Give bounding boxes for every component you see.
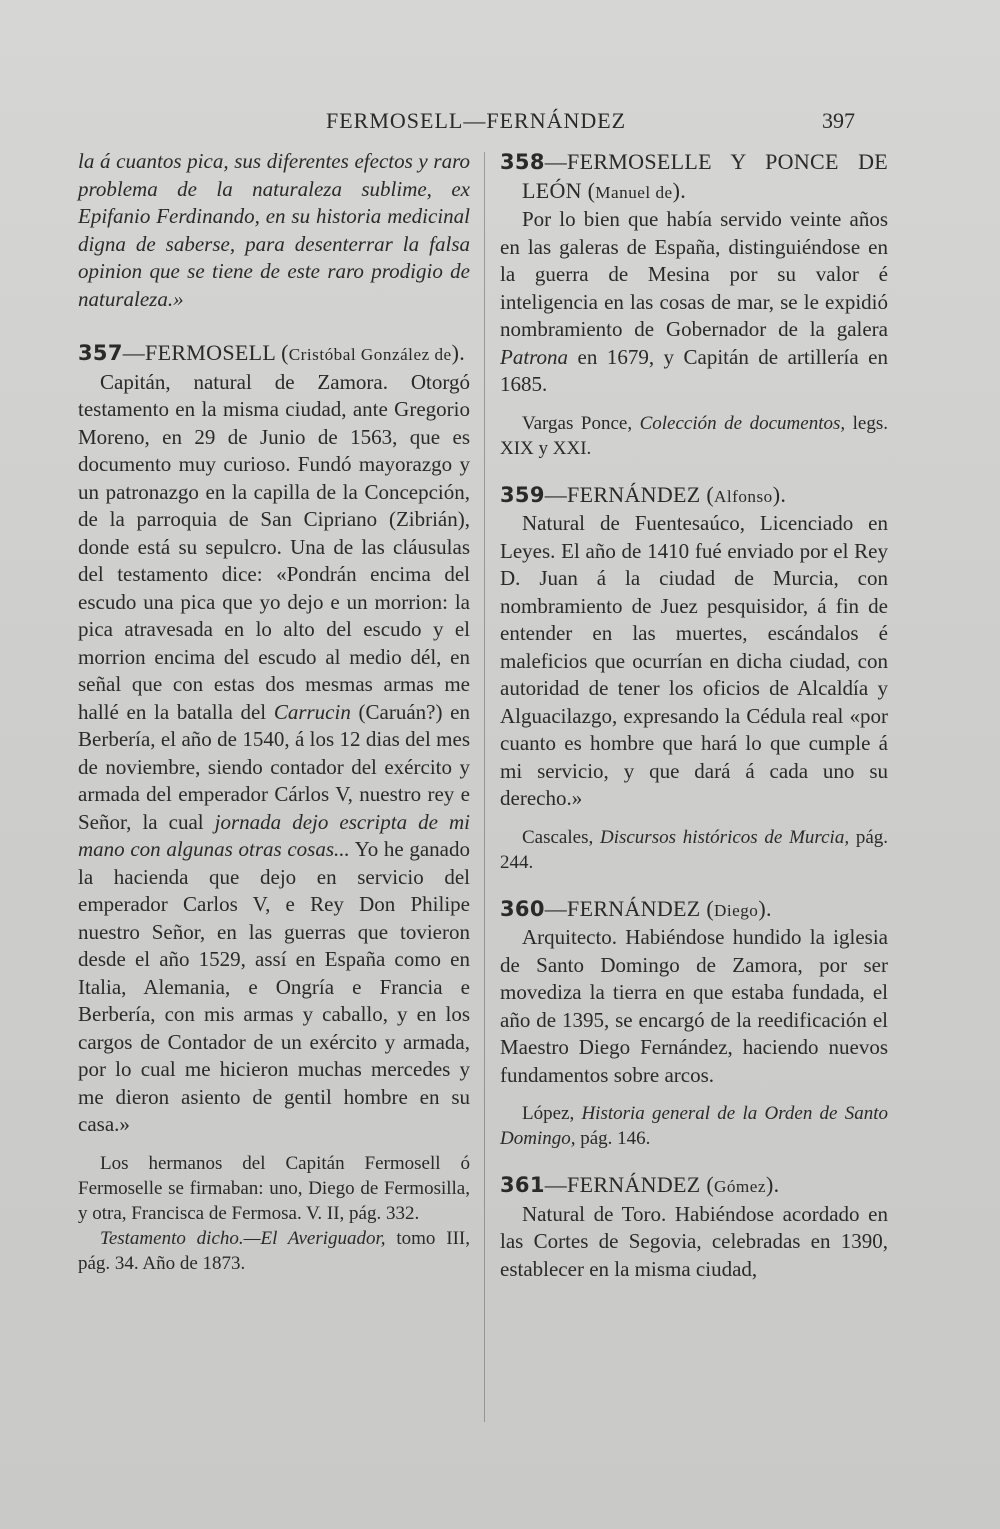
entry-357-text: Capitán, natural de Zamora. Otorgó testamento en la misma ciudad, ante Gregorio Moreno, en 29 de Junio de 1563, que es documento muy curioso. Fundó mayorazgo y un patronazgo en la capilla de la Concepción, de la parroquia de San Cipriano (Zibrián), donde está su sepulcro. Una de las cláusulas del testamento dice: «Pondrán encima del escudo una pica que yo dejo e un morrion: la pica atravesada en lo alto del escudo y el morrion encima del escudo al medio dél, en señal que con estas dos mesmas armas me hallé en la batalla del Carrucin (Caruán?) en Berbería, el año de 1540, á los 12 dias del mes de noviembre, siendo contador del exército y armada del emperador Cárlos V, nuestro rey e Señor, la cual jornada dejo escripta de mi mano con algunas otras cosas... Yo he ganado la hacienda que dejo en servicio del emperador Carlos V, e Rey Don Philipe nuestro Señor, en las guerras que tovieron desde el año 1529, assí en España como en Italia, Alemania, e Ongría e Francia e Berbería, con mis armas y caballo, y en los cargos de Contador de un exército y armada, por lo cual me hicieron muchas mercedes y me dieron asiento de gentil hombre en su casa.» (78, 369, 470, 1136)
entry-given-name: Manuel de (595, 182, 673, 202)
entry-given-name: Cristóbal González de (288, 345, 452, 364)
entry-358-heading: 358—FERMOSELLE Y PONCE DE LEÓN (Manuel de). (500, 149, 888, 203)
entry-number: 358 (500, 150, 545, 174)
entry-number: 360 (500, 896, 545, 921)
entry-357-note: Los hermanos del Capitán Fermosell ó Fermoselle se firmaban: uno, Diego de Fermosilla, y otra, Francisca de Fermosa. V. II, pág. 332. (78, 1152, 470, 1224)
entry-360-text: Arquitecto. Habiéndose hundido la iglesia de Santo Domingo de Zamora, por ser movediza la tierra en que estaba fundada, el año de 1395, se encargó de la reedificación el Maestro Diego Fernández, haciendo nuevos fundamentos sobre arcos. (500, 925, 888, 1087)
entry-359-source: Cascales, Discursos históricos de Murcia, pág. 244. (500, 826, 889, 873)
entry-given-name: Diego (713, 900, 759, 920)
entry-357-heading: 357—FERMOSELL (Cristóbal González de). (78, 340, 466, 365)
page-header (0, 108, 1000, 142)
page-number: 397 (822, 108, 855, 133)
entry-358-text: Por lo bien que había servido veinte años en las galeras de España, distinguiéndose en la guerra de Mesina por su valor é inteligencia en las cosas de mar, se le expidió nombramiento de Gobernador de la galera Patrona en 1679, y Capitán de artillería en 1685. (500, 207, 888, 396)
entry-360-heading: 360—FERNÁNDEZ (Diego). (500, 895, 772, 921)
left-column (78, 148, 470, 1276)
column-divider (484, 152, 485, 1422)
entry-358-source: Vargas Ponce, Colección de documentos, legs. XIX y XXI. (500, 412, 889, 459)
right-column (500, 148, 888, 1283)
entry-361-heading: 361—FERNÁNDEZ (Gómez). (500, 1172, 780, 1197)
entry-359-text: Natural de Fuentesaúco, Licenciado en Leyes. El año de 1410 fué enviado por el Rey D. Juan á la ciudad de Murcia, con nombramiento de Juez pesquisidor, á fin de entender en las muertes, escándalos é maleficios que ocurrían en dicha ciudad, con autoridad de tener los oficios de Alcaldía y Alguacilazgo, expresando la Cédula real «por cuanto es hombre que hará lo que cumple á mi servicio, y que dará á cada uno su derecho.» (500, 511, 888, 810)
entry-number: 361 (500, 1173, 545, 1197)
entry-given-name: Gómez (713, 1177, 766, 1196)
entry-361-text: Natural de Toro. Habiéndose acordado en las Cortes de Segovia, celebradas en 1390, establecer en la misma ciudad, (500, 1201, 888, 1281)
entry-given-name: Alfonso (713, 486, 773, 506)
entry-number: 359 (500, 482, 545, 507)
entry-360-source: López, Historia general de la Orden de Santo Domingo, pág. 146. (500, 1103, 888, 1149)
entry-number: 357 (78, 341, 123, 365)
running-title: FERMOSELL—FERNÁNDEZ (326, 108, 627, 133)
continued-quote: la á cuantos pica, sus diferentes efectos y raro problema de la naturaleza sublime, ex Epifanio Ferdinando, en su historia medicinal digna de saberse, para desenterrar la falsa opinion que se tiene de este raro prodigio de naturaleza.» (78, 149, 470, 311)
entry-357-source: Testamento dicho.—El Averiguador, tomo III, pág. 34. Año de 1873. (78, 1227, 470, 1274)
entry-359-heading: 359—FERNÁNDEZ (Alfonso). (500, 481, 787, 507)
